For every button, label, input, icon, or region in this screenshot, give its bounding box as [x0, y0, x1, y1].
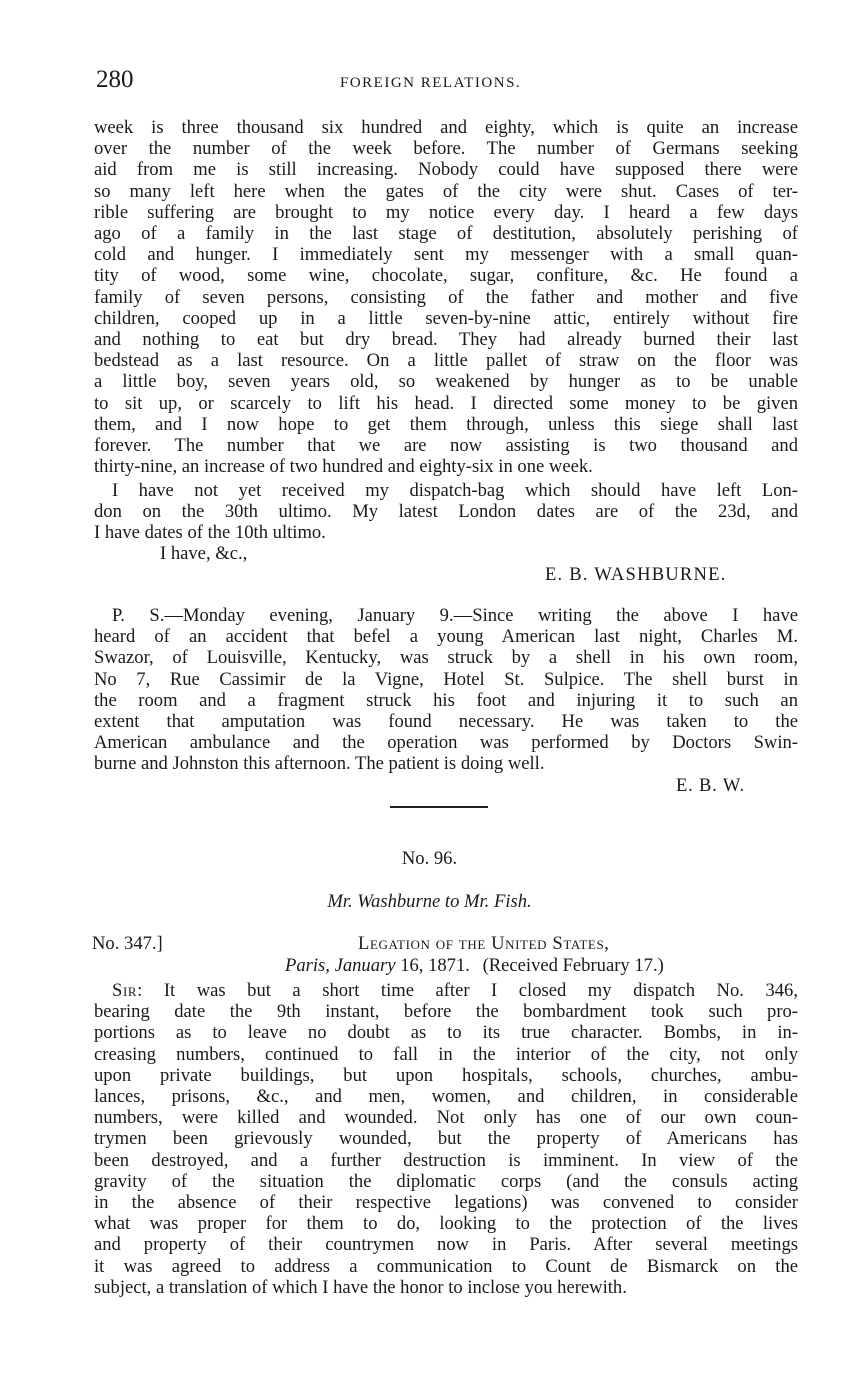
text-line: extent that amputation was found necessary. He was taken to the — [94, 711, 798, 733]
dispatch-date: 16, 1871. — [400, 955, 470, 976]
text-line: and property of their countrymen now in Paris. After several meetings — [94, 1234, 798, 1256]
text-line: creasing numbers, continued to fall in the interior of the city, not only — [94, 1043, 798, 1065]
text-line: to sit up, or scarcely to lift his head. I directed some money to be given — [94, 392, 798, 414]
page-header — [96, 66, 796, 96]
paragraph-dispatch-bag — [94, 480, 798, 544]
text-line: heard of an accident that befel a young American last night, Charles M. — [94, 626, 798, 648]
text-line: American ambulance and the operation was performed by Doctors Swin- — [94, 732, 798, 754]
text-line: No 7, Rue Cassimir de la Vigne, Hotel St. Sulpice. The shell burst in — [94, 668, 798, 690]
text-line: them, and I now hope to get them through, unless this siege shall last — [94, 413, 798, 435]
text-line: trymen been grievously wounded, but the property of Americans has — [94, 1128, 798, 1150]
text-line: rible suffering are brought to my notice every day. I heard a few days — [94, 201, 798, 223]
text-line: children, cooped up in a little seven-by-nine attic, entirely without fire — [94, 307, 798, 329]
text-line-content: : It was but a short time after I closed my dispatch No. 346, — [137, 980, 798, 1001]
text-line: week is three thousand six hundred and eighty, which is quite an increase — [94, 117, 798, 138]
document-title: Mr. Washburne to Mr. Fish. — [327, 891, 532, 912]
text-line: cold and hunger. I immediately sent my messenger with a small quan- — [94, 244, 798, 266]
page-number: 280 — [96, 66, 134, 93]
text-line — [94, 980, 798, 1001]
text-line: ago of a family in the last stage of destitution, absolutely perishing of — [94, 223, 798, 245]
text-line: I have not yet received my dispatch-bag which should have left Lon- — [112, 480, 798, 501]
dispatch-place: Paris, January — [285, 955, 396, 976]
text-line: burne and Johnston this afternoon. The patient is doing well. — [94, 753, 545, 775]
text-line: upon private buildings, but upon hospitals, schools, churches, ambu- — [94, 1064, 798, 1086]
salutation: Sir — [112, 980, 138, 1001]
text-line: bearing date the 9th instant, before the bombardment took such pro- — [94, 1001, 798, 1023]
dispatch-date-line — [285, 955, 664, 977]
document-number: No. 96. — [401, 848, 458, 869]
text-line: Swazor, of Louisville, Kentucky, was struck by a shell in his own room, — [94, 647, 798, 669]
text-line: I have dates of the 10th ultimo. — [94, 522, 326, 544]
text-line: and nothing to eat but dry bread. They had already burned their last — [94, 329, 798, 351]
signature: E. B. WASHBURNE. — [545, 564, 727, 585]
text-line: a little boy, seven years old, so weakened by hunger as to be unable — [94, 371, 798, 393]
text-line: numbers, were killed and wounded. Not only has one of our own coun- — [94, 1107, 798, 1129]
section-divider — [390, 806, 488, 808]
text-line: lances, prisons, &c., and men, women, and children, in considerable — [94, 1086, 798, 1108]
text-line: portions as to leave no doubt as to its true character. Bombs, in in- — [94, 1022, 798, 1044]
text-line: subject, a translation of which I have the honor to inclose you herewith. — [94, 1276, 627, 1298]
text-line: forever. The number that we are now assisting is two thousand and — [94, 435, 798, 457]
ps-initials: E. B. W. — [676, 775, 745, 796]
letter-body — [94, 980, 798, 1298]
running-head: FOREIGN RELATIONS. — [340, 75, 522, 91]
closing-block — [94, 543, 798, 564]
text-line: it was agreed to address a communication to Count de Bismarck on the — [94, 1255, 798, 1277]
text-line: gravity of the situation the diplomatic corps (and the consuls acting — [94, 1170, 798, 1192]
text-line: been destroyed, and a further destruction is imminent. In view of the — [94, 1149, 798, 1171]
text-line: don on the 30th ultimo. My latest London dates are of the 23d, and — [94, 501, 798, 523]
dispatch-received: (Received February 17.) — [482, 955, 664, 976]
postscript — [94, 605, 798, 775]
text-line: so many left here when the gates of the city were shut. Cases of ter- — [94, 180, 798, 202]
text-line: tity of wood, some wine, chocolate, sugar, confiture, &c. He found a — [94, 265, 798, 287]
legation-line: Legation of the United States, — [358, 933, 610, 954]
text-line: bedstead as a last resource. On a little pallet of straw on the floor was — [94, 350, 798, 372]
text-line: in the absence of their respective legations) was convened to consider — [94, 1192, 798, 1214]
dispatch-number: No. 347.] — [92, 933, 163, 954]
text-line: over the number of the week before. The number of Germans seeking — [94, 138, 798, 160]
closing: I have, &c., — [160, 543, 248, 564]
text-line: P. S.—Monday evening, January 9.—Since writing the above I have — [112, 605, 798, 626]
paragraph-continued — [94, 117, 798, 477]
text-line: family of seven persons, consisting of the father and mother and five — [94, 286, 798, 308]
text-line: the room and a fragment struck his foot and injuring it to such an — [94, 689, 798, 711]
text-line: what was proper for them to do, looking to the protection of the lives — [94, 1213, 798, 1235]
text-line: aid from me is still increasing. Nobody could have supposed there were — [94, 159, 798, 181]
text-line: thirty-nine, an increase of two hundred and eighty-six in one week. — [94, 456, 593, 478]
